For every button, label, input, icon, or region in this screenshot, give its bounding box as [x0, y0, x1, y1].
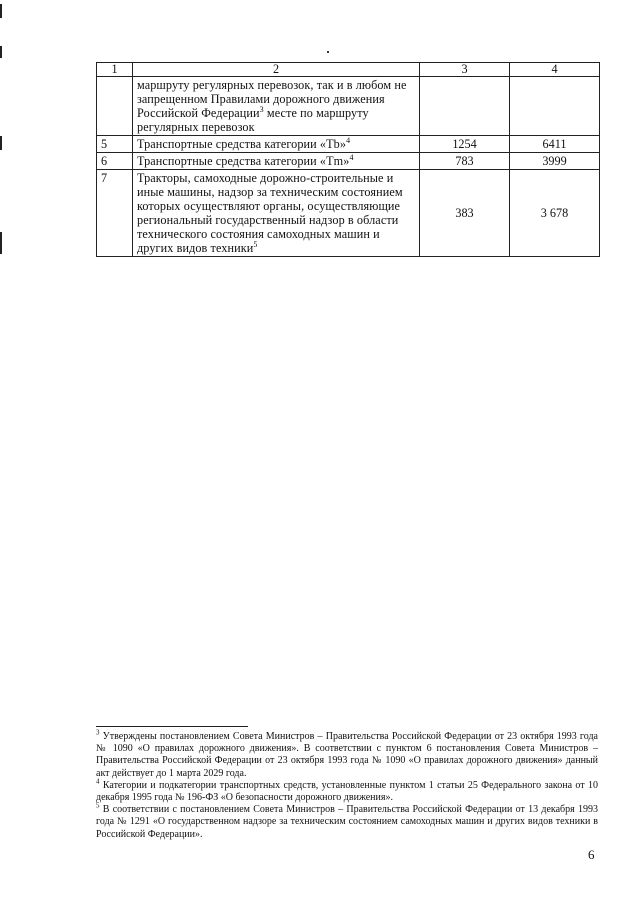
value-cell: 3 678 — [510, 170, 600, 257]
table-row-continuation — [97, 77, 600, 136]
footnote-text: В соответствии с постановлением Совета Министров – Правительства Российской Федерации от 13 декабря 1993 года № 1291 «О государственном надзоре за техническим состоянием самоходных машин и других видов техники в Российской Федерации». — [96, 804, 598, 840]
description-text: Тракторы, самоходные дорожно-строительные и иные машины, надзор за техническим состоянием которых осуществляют органы, осуществляющие региональный государственный надзор в области технического состояния самоходных машин и других видов техники — [137, 171, 403, 255]
description-text: месте по маршруту регулярных перевозок — [137, 106, 369, 134]
description-text: Транспортные средства категории «Tb» — [137, 137, 347, 151]
data-table — [96, 62, 600, 257]
table-row — [97, 170, 600, 257]
footnote-mark: 3 — [96, 728, 100, 737]
value-cell: 6411 — [510, 136, 600, 153]
footnote — [96, 728, 598, 780]
footnote — [96, 801, 598, 841]
footnote-ref: 5 — [253, 239, 258, 249]
scan-edge-mark — [0, 232, 2, 254]
column-header: 3 — [420, 63, 510, 77]
scan-edge-mark — [0, 46, 2, 58]
column-header: 2 — [133, 63, 420, 77]
description-cell — [133, 136, 420, 153]
footnote-mark: 5 — [96, 801, 100, 810]
footnote-separator — [96, 726, 248, 727]
page-number: 6 — [588, 847, 595, 862]
row-number-cell: 7 — [97, 170, 133, 257]
scan-speck — [327, 51, 329, 53]
footnote-mark: 4 — [96, 777, 100, 786]
value-cell — [420, 77, 510, 136]
row-number-cell: 5 — [97, 136, 133, 153]
row-number-cell — [97, 77, 133, 136]
value-cell: 383 — [420, 170, 510, 257]
footnote-text: Утверждены постановлением Совета Министров – Правительства Российской Федерации от 23 октября 1993 года № 1090 «О правилах дорожного движения». В соответствии с пунктом 6 постановления Совета Министров – Правительства Российской Федерации от 23 октября 1993 года № 1090 «О правилах дорожного движения» данный акт действует до 1 марта 2029 года. — [96, 731, 598, 779]
scan-edge-mark — [0, 4, 2, 18]
footnote — [96, 777, 598, 804]
footnote-ref: 4 — [349, 152, 354, 162]
description-cell — [133, 77, 420, 136]
footnote-ref: 4 — [346, 135, 351, 145]
footnote-ref: 3 — [259, 104, 264, 114]
scan-edge-mark — [0, 136, 2, 150]
value-cell: 3999 — [510, 153, 600, 170]
column-header: 4 — [510, 63, 600, 77]
footnote-text: Категории и подкатегории транспортных средств, установленные пунктом 1 статьи 25 Федерального закона от 10 декабря 1995 года № 196-ФЗ «О безопасности дорожного движения». — [96, 779, 598, 804]
row-number-cell: 6 — [97, 153, 133, 170]
table-row — [97, 136, 600, 153]
footnotes — [96, 728, 598, 841]
description-cell — [133, 153, 420, 170]
value-cell — [510, 77, 600, 136]
column-header: 1 — [97, 63, 133, 77]
value-cell: 1254 — [420, 136, 510, 153]
description-text: маршруту регулярных перевозок, так и в любом не запрещенном Правилами дорожного движения Российской Федерации — [137, 78, 407, 120]
description-text: Транспортные средства категории «Tm» — [137, 154, 350, 168]
description-cell — [133, 170, 420, 257]
value-cell: 783 — [420, 153, 510, 170]
table-header-row — [97, 63, 600, 77]
table-row — [97, 153, 600, 170]
